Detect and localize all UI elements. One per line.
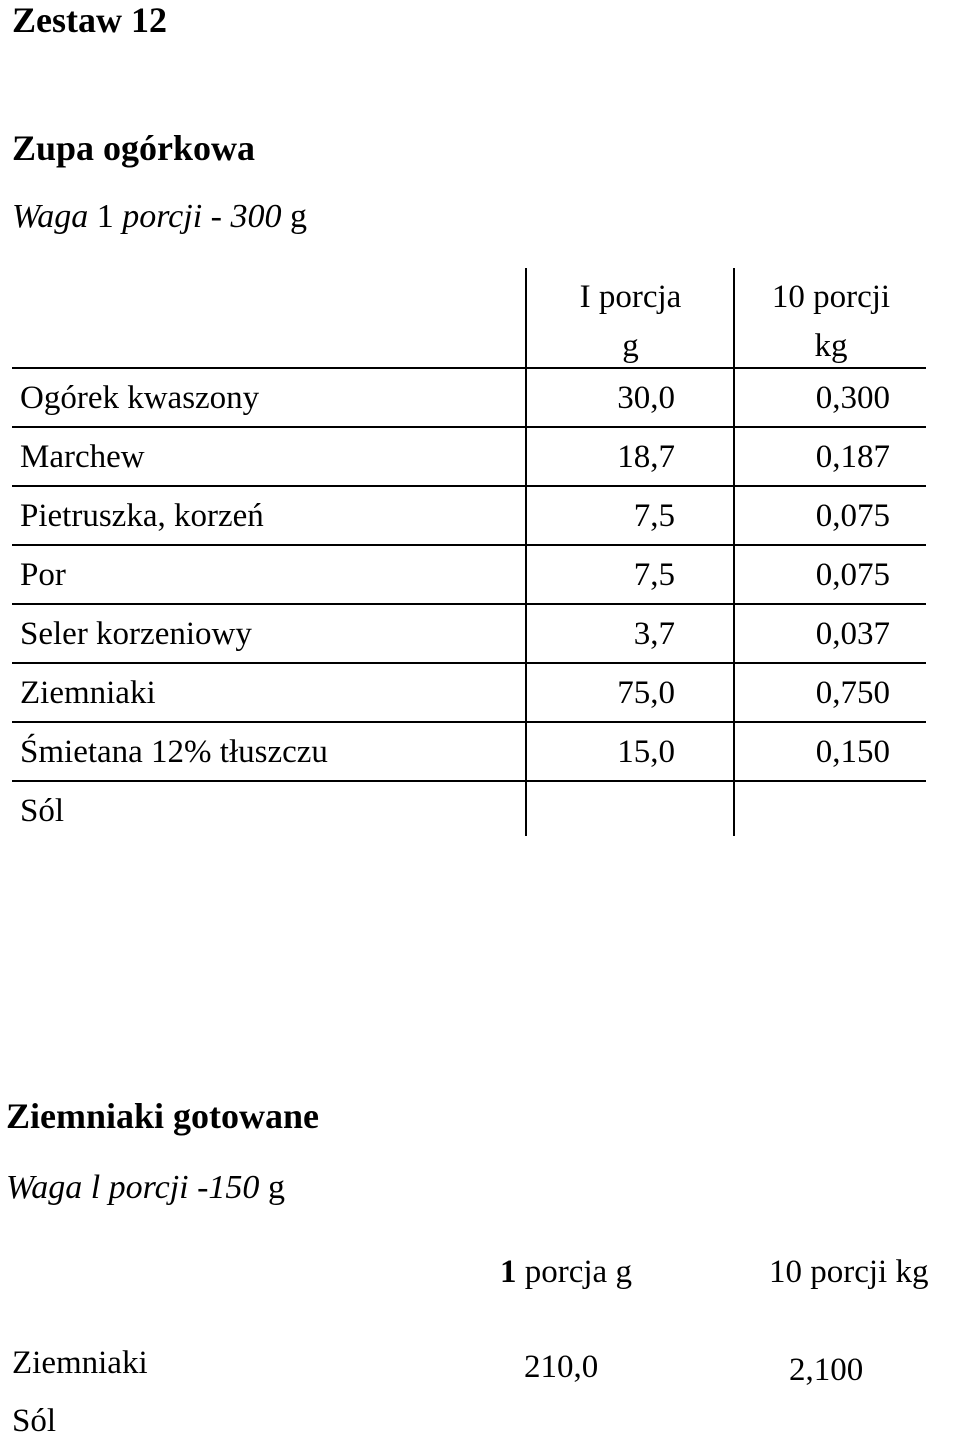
dish2-title: Ziemniaki gotowane bbox=[6, 1096, 320, 1136]
ingredient-ten-kg: 0,075 bbox=[815, 498, 890, 534]
header-portion bbox=[500, 1256, 632, 1289]
ingredient-name: Ogórek kwaszony bbox=[20, 380, 260, 416]
ingredient-portion-g: 18,7 bbox=[617, 439, 675, 475]
header-portion-text: porcja g bbox=[516, 1254, 632, 1290]
dish1-weight bbox=[12, 200, 307, 234]
table-row-divider bbox=[12, 780, 926, 782]
ingredient-ten-kg: 0,037 bbox=[815, 616, 890, 652]
ingredient-portion-g: 7,5 bbox=[633, 498, 675, 534]
header-ten: 10 porcji kg bbox=[769, 1254, 929, 1290]
ingredient-portion-g: 7,5 bbox=[633, 557, 675, 593]
table-row-divider bbox=[12, 485, 926, 487]
ingredient-name: Sól bbox=[12, 1403, 57, 1439]
table-row-divider bbox=[12, 367, 926, 369]
ingredient-portion-g: 15,0 bbox=[617, 734, 675, 770]
dish1-weight-num: 1 bbox=[96, 198, 114, 235]
header-portion-num: 1 bbox=[500, 1254, 517, 1290]
ingredient-ten-kg: 0,075 bbox=[815, 557, 890, 593]
ingredient-ten-kg: 0,750 bbox=[815, 675, 890, 711]
header-portion-label: I porcja bbox=[579, 279, 682, 315]
ingredient-portion-g: 3,7 bbox=[633, 616, 675, 652]
table-row-divider bbox=[12, 544, 926, 546]
ingredient-ten-kg: 0,187 bbox=[815, 439, 890, 475]
ingredient-portion-g: 75,0 bbox=[617, 675, 675, 711]
dish2-weight-prefix: Waga l porcji -150 bbox=[6, 1169, 268, 1206]
ingredient-name: Por bbox=[20, 557, 66, 593]
ingredient-name: Ziemniaki bbox=[12, 1345, 148, 1381]
ingredient-name: Pietruszka, korzeń bbox=[20, 498, 264, 534]
table-row-divider bbox=[12, 721, 926, 723]
ingredient-name: Śmietana 12% tłuszczu bbox=[20, 734, 328, 770]
dish1-title: Zupa ogórkowa bbox=[12, 128, 256, 168]
table-row-divider bbox=[12, 603, 926, 605]
ingredient-portion-g: 30,0 bbox=[617, 380, 675, 416]
table-row-divider bbox=[12, 662, 926, 664]
dish2-weight-unit: g bbox=[267, 1169, 285, 1206]
ingredient-name: Sól bbox=[20, 793, 65, 829]
ingredient-name: Marchew bbox=[20, 439, 145, 475]
header-ten-label: 10 porcji bbox=[771, 279, 891, 315]
dish1-weight-unit: g bbox=[289, 198, 307, 235]
ingredient-name: Seler korzeniowy bbox=[20, 616, 252, 652]
ingredient-name: Ziemniaki bbox=[20, 675, 156, 711]
header-portion-unit: g bbox=[622, 328, 639, 364]
dish1-weight-prefix: Waga bbox=[12, 198, 97, 235]
dish1-weight-suffix: porcji - 300 bbox=[113, 198, 290, 235]
ingredient-ten-kg: 2,100 bbox=[789, 1352, 864, 1388]
ingredient-portion-g: 210,0 bbox=[524, 1349, 599, 1385]
set-title: Zestaw 12 bbox=[12, 0, 167, 40]
dish2-weight bbox=[6, 1171, 285, 1205]
ingredient-ten-kg: 0,150 bbox=[815, 734, 890, 770]
ingredient-ten-kg: 0,300 bbox=[815, 380, 890, 416]
table-row-divider bbox=[12, 426, 926, 428]
header-ten-unit: kg bbox=[814, 328, 848, 364]
